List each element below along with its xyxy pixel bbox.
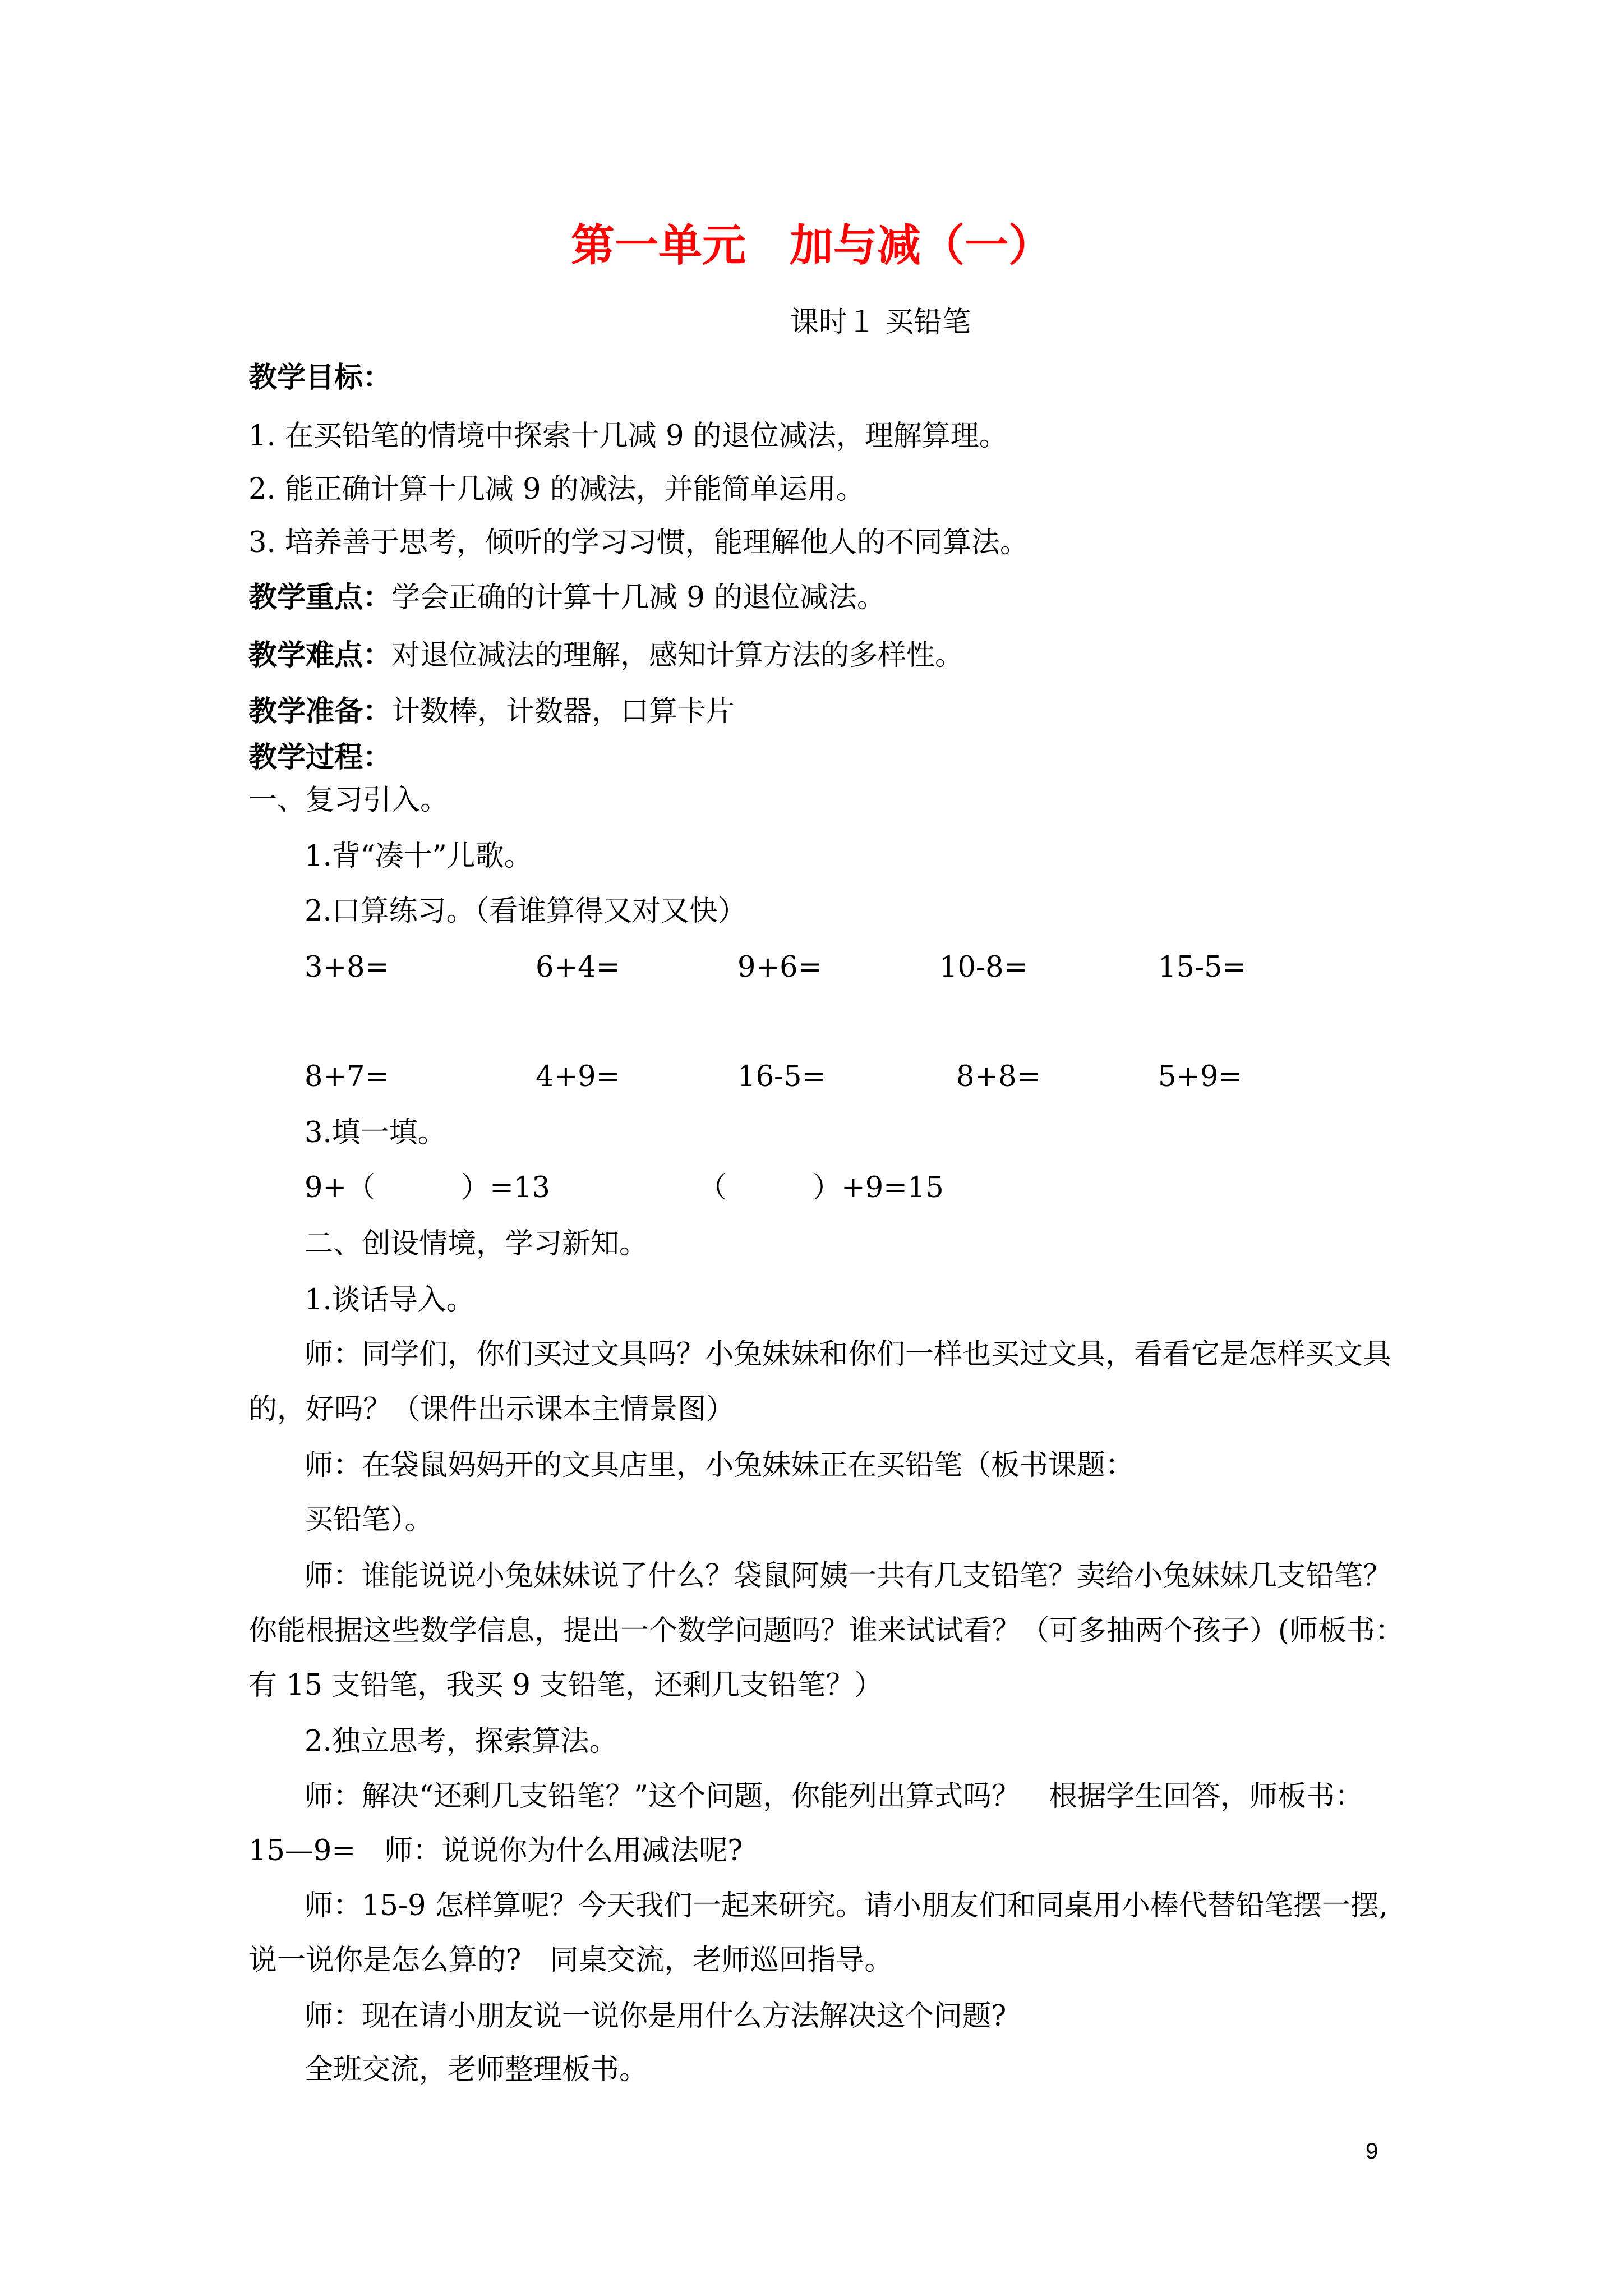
goal-item: 2. 能正确计算十几减 9 的减法，并能简单运用。 (248, 473, 865, 506)
key-point (248, 578, 886, 618)
calc-problem: 16-5= (737, 1060, 826, 1093)
section2-title: 二、创设情境，学习新知。 (305, 1227, 648, 1260)
paragraph-line: 的，好吗？（课件出示课本主情景图） (248, 1393, 735, 1426)
calc-problem: 4+9= (536, 1060, 620, 1093)
paragraph-line: 师：谁能说说小兔妹妹说了什么？袋鼠阿姨一共有几支铅笔？卖给小兔妹妹几支铅笔？ (305, 1559, 1392, 1593)
goal-item: 3. 培养善于思考，倾听的学习习惯，能理解他人的不同算法。 (248, 526, 1029, 559)
calc-problem: 15-5= (1158, 951, 1247, 984)
process-heading: 教学过程： (248, 740, 392, 774)
paragraph-line: 有 15 支铅笔，我买 9 支铅笔，还剩几支铅笔？） (248, 1669, 883, 1702)
calc-problem: 6+4= (536, 951, 620, 984)
calc-problem: 3+8= (305, 951, 389, 984)
goals-heading: 教学目标： (248, 361, 392, 394)
section1-item: 3.填一填。 (305, 1116, 446, 1149)
section2-item: 2.独立思考，探索算法。 (305, 1725, 618, 1758)
paragraph-line: 15—9= 师：说说你为什么用减法呢? (248, 1834, 743, 1867)
paragraph-line: 全班交流，老师整理板书。 (305, 2053, 648, 2086)
paragraph-line: 师：同学们，你们买过文具吗？小兔妹妹和你们一样也买过文具，看看它是怎样买文具 (305, 1338, 1392, 1371)
paragraph-line: 师：15-9 怎样算呢？今天我们一起来研究。请小朋友们和同桌用小棒代替铅笔摆一摆, (305, 1889, 1389, 1922)
calc-problem: 5+9= (1158, 1060, 1243, 1093)
calc-problem: 8+8= (956, 1060, 1041, 1093)
section1-item: 1.背“凑十”儿歌。 (305, 840, 533, 873)
page-title: 第一单元 加与减（一） (570, 220, 1052, 271)
difficulty (248, 636, 963, 675)
paragraph-line: 你能根据这些数学信息，提出一个数学问题吗？谁来试试看？（可多抽两个孩子）(师板书： (248, 1614, 1404, 1648)
calc-problem: 8+7= (305, 1060, 389, 1093)
section1-title: 一、复习引入。 (248, 784, 449, 817)
section1-item: 2.口算练习。（看谁算得又对又快） (305, 895, 747, 928)
calc-problem: 9+6= (737, 951, 822, 984)
key-point-text: 学会正确的计算十几减 9 的退位减法。 (391, 581, 886, 614)
difficulty-text: 对退位减法的理解，感知计算方法的多样性。 (391, 639, 964, 672)
fill-problem: （ ）+9=15 (698, 1171, 944, 1204)
section2-item: 1.谈话导入。 (305, 1283, 475, 1317)
preparation (248, 692, 735, 731)
preparation-text: 计数棒，计数器，口算卡片 (391, 695, 735, 728)
key-point-label: 教学重点： (248, 581, 392, 614)
lesson-subtitle: 课时１ 买铅笔 (790, 306, 971, 339)
paragraph-line: 师：解决“还剩几支铅笔？”这个问题，你能列出算式吗？ 根据学生回答，师板书： (305, 1780, 1364, 1813)
difficulty-label: 教学难点： (248, 638, 392, 672)
calc-problem: 10-8= (939, 951, 1028, 984)
fill-problem: 9+（ ）=13 (305, 1171, 550, 1204)
paragraph-line: 说一说你是怎么算的? 同桌交流，老师巡回指导。 (248, 1944, 893, 1977)
paragraph-line: 师：现在请小朋友说一说你是用什么方法解决这个问题? (305, 2000, 1007, 2033)
goal-item: 1. 在买铅笔的情境中探索十几减 9 的退位减法，理解算理。 (248, 420, 1008, 453)
preparation-label: 教学准备： (248, 694, 392, 728)
page-number: 9 (1366, 2139, 1378, 2164)
paragraph-line: 师：在袋鼠妈妈开的文具店里，小兔妹妹正在买铅笔（板书课题： (305, 1449, 1135, 1482)
paragraph-line: 买铅笔）。 (305, 1503, 434, 1536)
